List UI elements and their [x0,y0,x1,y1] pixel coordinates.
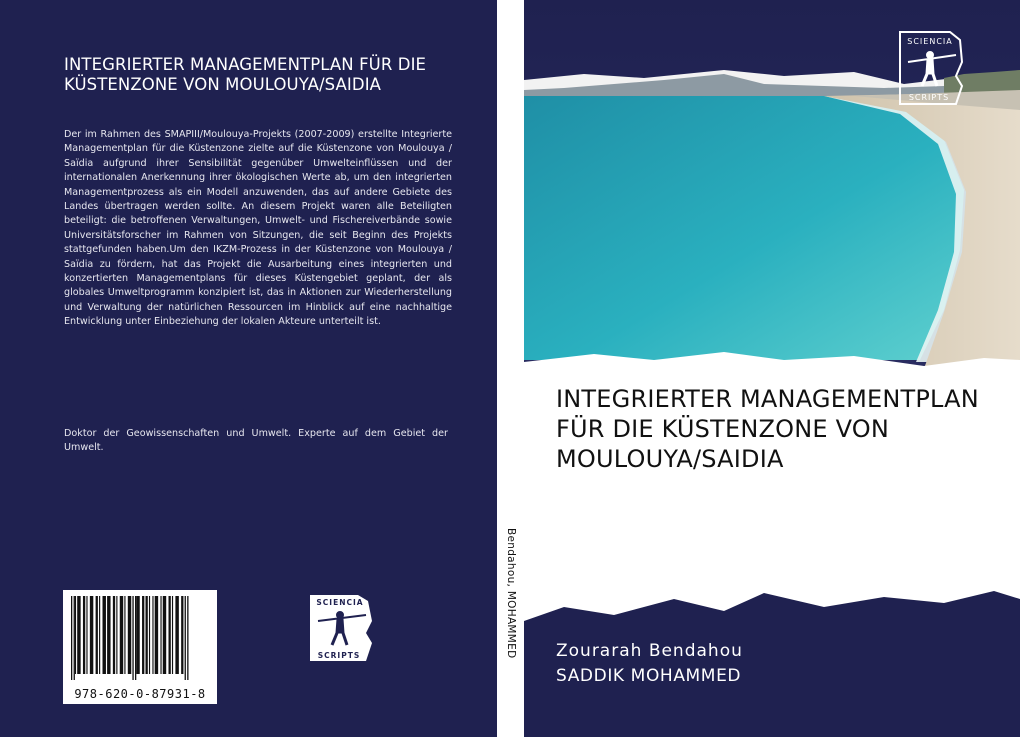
publisher-logo-front [896,28,966,106]
logo-bottom-text: SCRIPTS [317,651,361,660]
back-cover-description: Der im Rahmen des SMAPIII/Moulouya-Projekts (2007-2009) erstellte Integrierte Managementplan für die Küstenzone zielte auf die Küstenzone von Moulouya / Saïdia aufgrund ihrer Sensibilität gegenüber Umwelteinflüssen und der internationalen Anerkennung ihrer ökologischen Werte ab, um den integrierten Managementprozess als ein Modell anzuwenden, das auf andere Gebiete des Landes übertragen werden sollte. An diesem Projekt waren alle Beteiligten beteiligt: die betroffenen Verwaltungen, Umwelt- und Fischereiverbände sowie Universitätsforscher im Rahmen von Sitzungen, die seit Beginn des Projekts stattgefunden haben.Um den IKZM-Prozess in der Küstenzone von Moulouya / Saïdia zu fördern, hat das Projekt die Ausarbeitung eines integrierten und konzertierten Managementplans für dieses Küstengebiet geplant, der als globales Umweltprogramm konzipiert ist, das in Aktionen zur Wiederherstellung und Verwaltung der natürlichen Ressourcen im Hinblick auf eine nachhaltige Entwicklung unter Einbeziehung der lokalen Akteure unterteilt ist. [64,129,452,328]
spine-author: Bendahou, MOHAMMED [505,528,517,659]
isbn-number: 978-620-0-87931-8 [74,687,206,701]
logo-bottom-text: SCRIPTS [908,93,950,102]
author-name-2: SADDIK MOHAMMED [556,666,742,686]
back-cover [0,0,497,737]
front-cover [524,0,1020,737]
author-bio: Doktor der Geowissenschaften und Umwelt. Experte auf dem Gebiet der Umwelt. [64,428,448,454]
logo-top-text: SCIENCIA [907,37,953,46]
logo-top-text: SCIENCIA [316,598,364,607]
barcode [63,590,217,704]
back-cover-title: INTEGRIERTER MANAGEMENTPLAN FÜR DIE KÜSTENZONE VON MOULOUYA/SAIDIA [64,55,427,94]
front-cover-title: INTEGRIERTER MANAGEMENTPLAN FÜR DIE KÜSTENZONE VON MOULOUYA/SAIDIA [556,385,979,473]
figure-with-pole-icon [908,52,956,87]
publisher-logo-back [306,591,376,663]
bottom-band [524,585,1020,737]
author-name-1: Zourarah Bendahou [556,641,743,661]
barcode-bars [69,596,211,680]
